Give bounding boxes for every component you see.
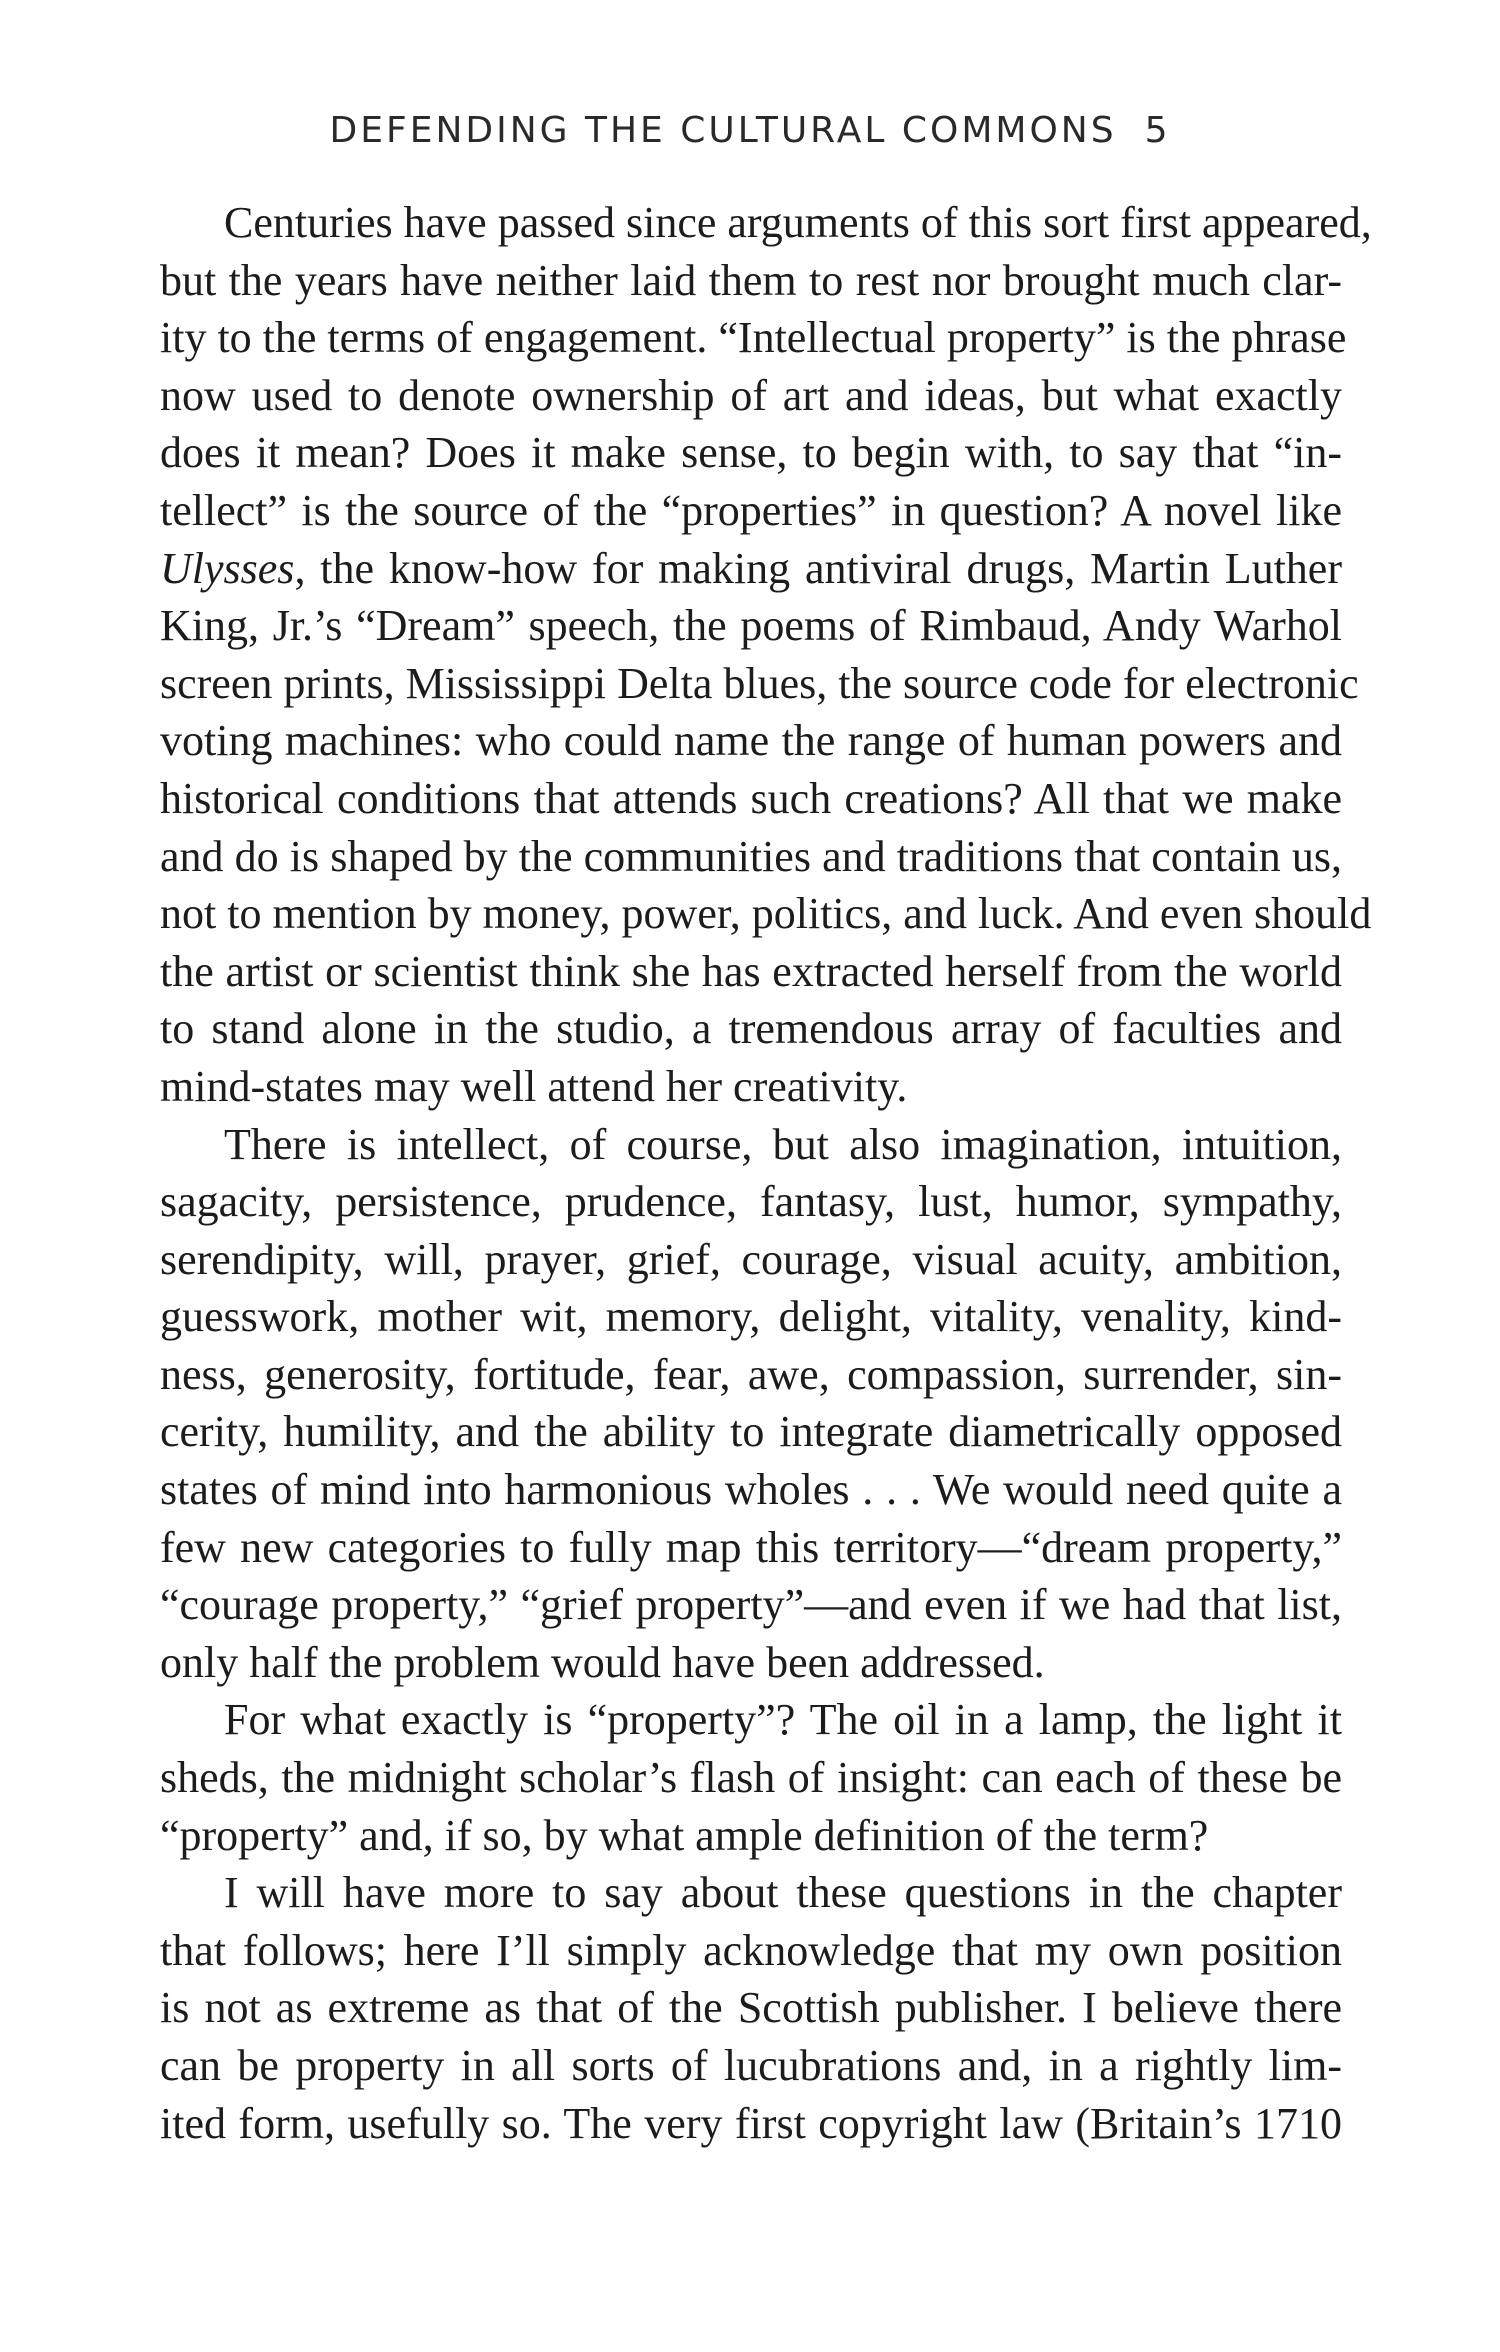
text-line: “property” and, if so, by what ample definition of the term? [160, 1810, 1209, 1860]
text-line: For what exactly is “property”? The oil in a lamp, the light it [224, 1695, 1342, 1745]
text-line: the artist or scientist think she has extracted herself from the world [160, 946, 1342, 996]
text-line-with-italic [160, 540, 1342, 598]
text-line: cerity, humility, and the ability to integrate diametrically opposed [160, 1407, 1342, 1457]
paragraph [160, 1691, 1342, 1864]
body-text [160, 194, 1372, 2152]
text-line: Centuries have passed since arguments of this sort first appeared, [224, 198, 1372, 247]
text-line: mind-states may well attend her creativity. [160, 1061, 908, 1111]
text-line: “courage property,” “grief property”—and even if we had that list, [160, 1580, 1342, 1630]
running-head [0, 110, 1500, 151]
text-line: states of mind into harmonious wholes . . . We would need quite a [160, 1465, 1342, 1515]
text-line: few new categories to fully map this territory—“dream property,” [160, 1522, 1342, 1572]
text-line: ness, generosity, fortitude, fear, awe, compassion, surrender, sin- [160, 1349, 1342, 1399]
text-line: not to mention by money, power, politics, and luck. And even should [160, 889, 1372, 939]
paragraph [160, 194, 1372, 1116]
paragraph [160, 1116, 1342, 1692]
text-line: I will have more to say about these questions in the chapter [224, 1868, 1342, 1918]
text-line: historical conditions that attends such creations? All that we make [160, 773, 1342, 823]
text-line: and do is shaped by the communities and traditions that contain us, [160, 831, 1342, 881]
text-line: to stand alone in the studio, a tremendous array of faculties and [160, 1004, 1342, 1054]
text-line: tellect” is the source of the “properties” in question? A novel like [160, 485, 1342, 535]
text-line: There is intellect, of course, but also imagination, intuition, [224, 1119, 1342, 1169]
text-line: serendipity, will, prayer, grief, courage, visual acuity, ambition, [160, 1234, 1342, 1284]
text-line: ity to the terms of engagement. “Intellectual property” is the phrase [160, 313, 1347, 363]
text-line: now used to denote ownership of art and ideas, but what exactly [160, 370, 1342, 420]
text-line: guesswork, mother wit, memory, delight, vitality, venality, kind- [160, 1292, 1342, 1342]
text-line: ited form, usefully so. The very first copyright law (Britain’s 1710 [160, 2098, 1342, 2148]
page-number: 5 [1144, 110, 1171, 151]
running-head-title: DEFENDING THE CULTURAL COMMONS [329, 110, 1117, 151]
text-line: King, Jr.’s “Dream” speech, the poems of Rimbaud, Andy Warhol [160, 601, 1342, 651]
text-line: voting machines: who could name the range of human powers and [160, 716, 1342, 766]
text-line: that follows; here I’ll simply acknowledge that my own position [160, 1925, 1342, 1975]
text-line: sheds, the midnight scholar’s flash of insight: can each of these be [160, 1753, 1342, 1803]
italic-title: Ulysses [160, 543, 295, 593]
text-line: is not as extreme as that of the Scottish publisher. I believe there [160, 1983, 1342, 2033]
text-line: but the years have neither laid them to rest nor brought much clar- [160, 255, 1342, 305]
text-line: only half the problem would have been addressed. [160, 1637, 1045, 1687]
line-remainder: , the know-how for making antiviral drugs, Martin Luther [294, 543, 1342, 593]
text-line: can be property in all sorts of lucubrations and, in a rightly lim- [160, 2041, 1342, 2090]
paragraph [160, 1864, 1342, 2152]
text-line: screen prints, Mississippi Delta blues, the source code for electronic [160, 658, 1359, 708]
text-line: sagacity, persistence, prudence, fantasy, lust, humor, sympathy, [160, 1177, 1342, 1227]
text-line: does it mean? Does it make sense, to begin with, to say that “in- [160, 428, 1342, 478]
